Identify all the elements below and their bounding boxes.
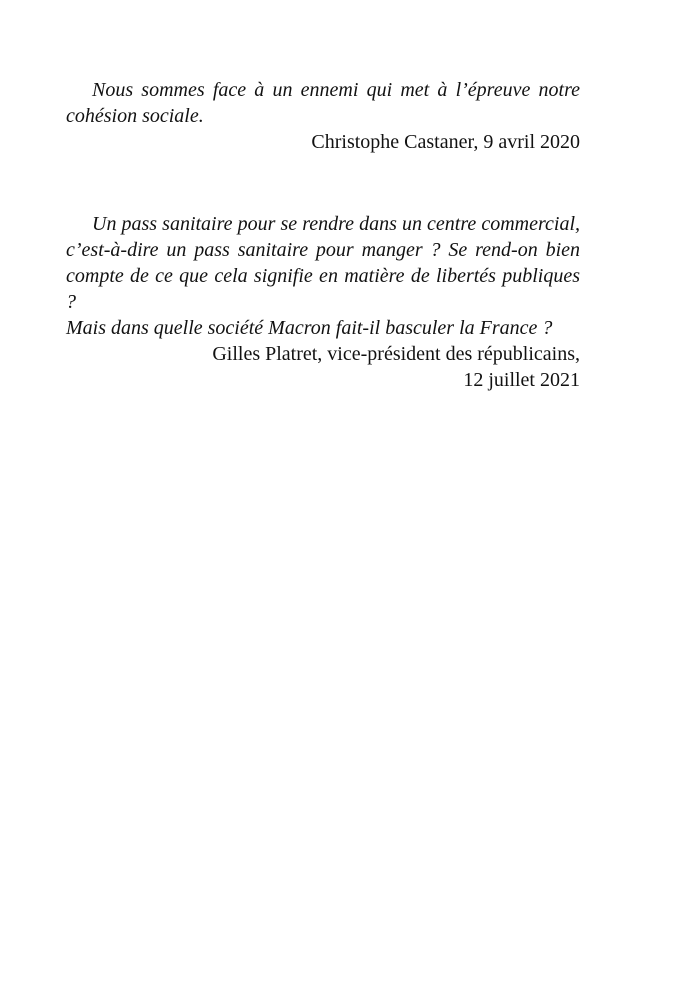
attribution-line: Christophe Castaner, 9 avril 2020 [311,131,580,153]
epigraph-platret [66,211,580,393]
vertical-spacer [66,155,580,211]
quote-platret [66,211,580,341]
quote-line: c’est-à-dire un pass sanitaire pour manger ? Se rend-on bien [66,239,580,261]
attribution-line: Gilles Platret, vice-président des républicains, [212,343,580,365]
quote-line: Mais dans quelle société Macron fait-il basculer la France ? [66,317,553,339]
epigraph-castaner [66,77,580,155]
attribution-castaner [66,129,580,155]
quote-line: cohésion sociale. [66,105,204,127]
quote-line: Nous sommes face à un ennemi qui met à l’épreuve notre [92,79,580,101]
epigraph-block [66,77,580,393]
attribution-platret [66,341,580,393]
quote-castaner [66,77,580,129]
quote-line: Un pass sanitaire pour se rendre dans un centre commercial, [92,213,580,235]
quote-line: compte de ce que cela signifie en matière de libertés publiques ? [66,265,580,313]
attribution-line: 12 juillet 2021 [463,369,580,391]
